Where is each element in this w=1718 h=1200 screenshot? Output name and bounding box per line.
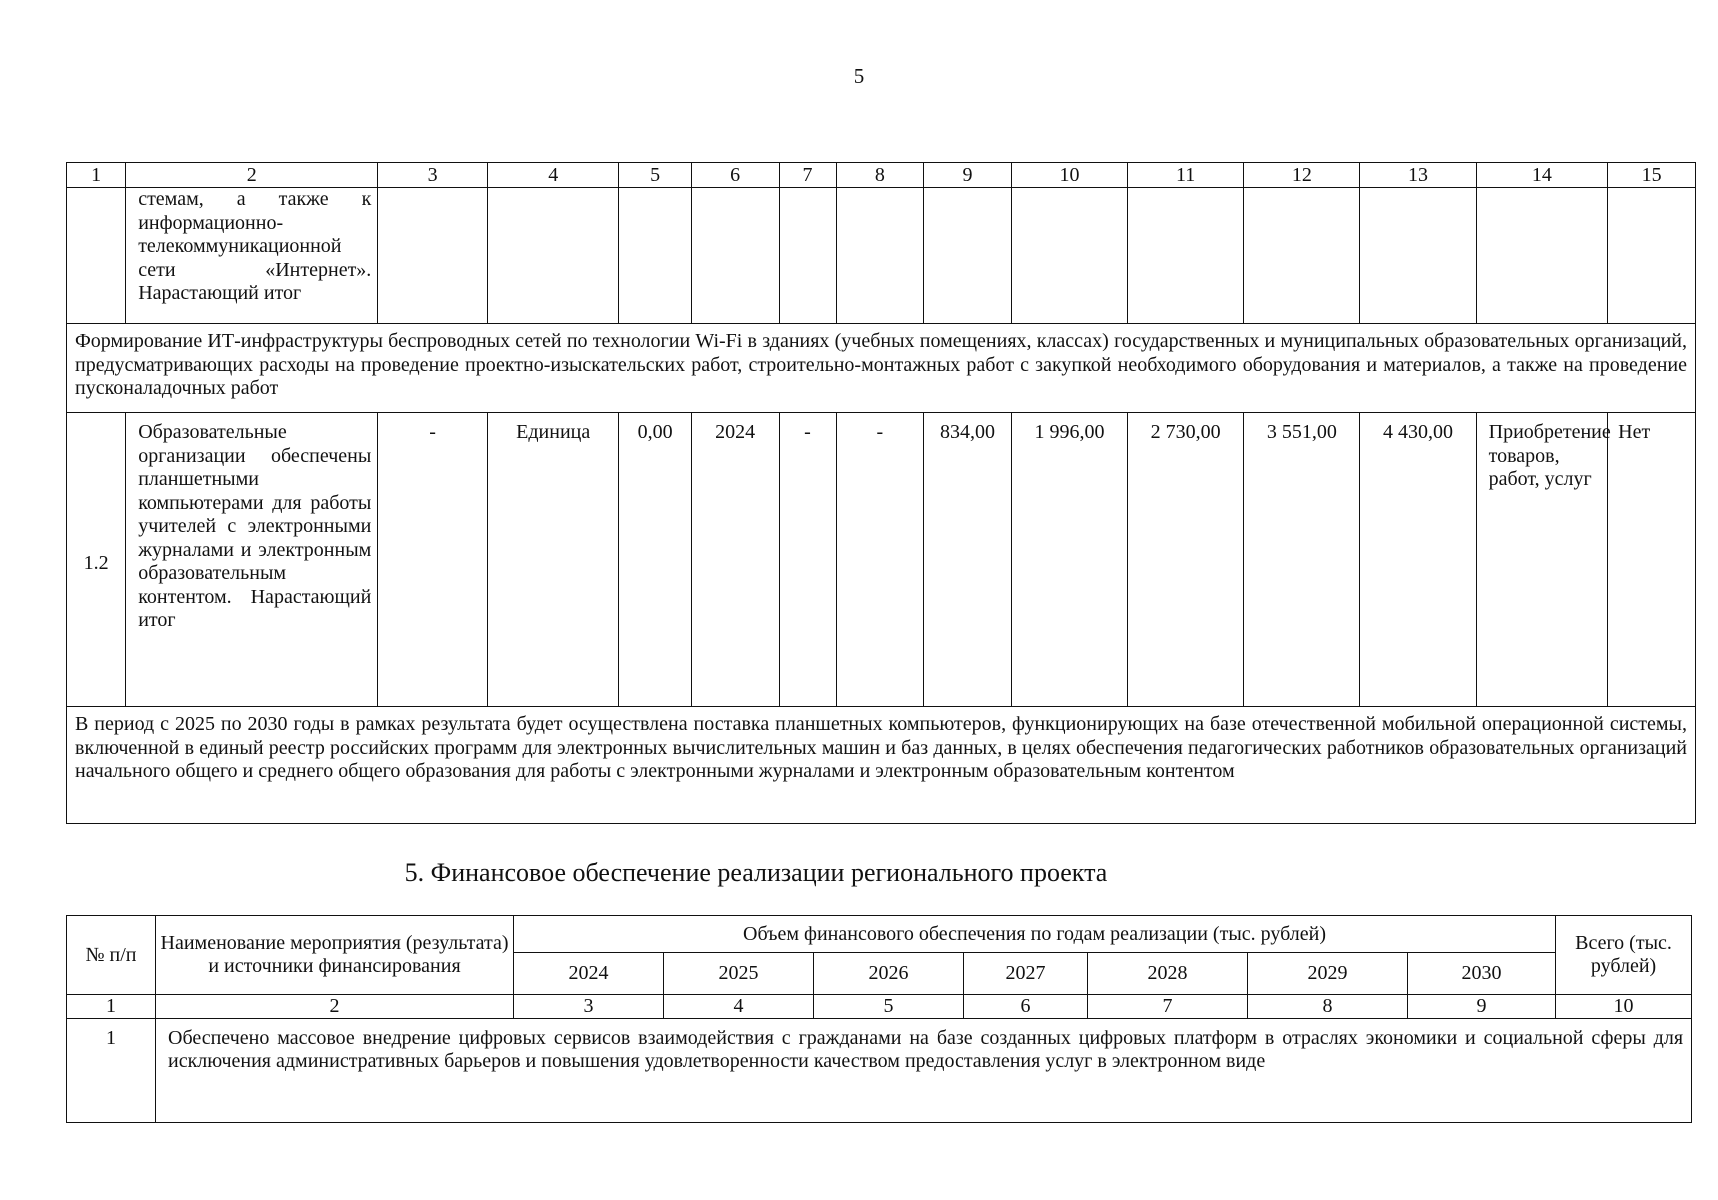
cell-value-col13: 4 430,00 <box>1360 413 1476 707</box>
col-number: 9 <box>924 163 1012 188</box>
col-number: 6 <box>691 163 779 188</box>
cell-col8: - <box>836 413 924 707</box>
header-volume: Объем финансового обеспечения по годам реализации (тыс. рублей) <box>514 916 1556 953</box>
year-cell: 2027 <box>964 953 1088 995</box>
col-number: 4 <box>664 995 814 1019</box>
span-text: Формирование ИТ-инфраструктуры беспроводных сетей по технологии Wi-Fi в зданиях (учебных помещениях, классах) государственных и муниципальных образовательных организаций, предусматривающих расходы на проведение проектно-изыскательских работ, строительно-монтажных работ с закупкой необходимого оборудования и материалов, а также на проведение пусконаладочных работ <box>67 324 1696 413</box>
cell-base-value: 0,00 <box>619 413 691 707</box>
col-number: 5 <box>814 995 964 1019</box>
year-cell: 2026 <box>814 953 964 995</box>
row-text: Обеспечено массовое внедрение цифровых сервисов взаимодействия с гражданами на базе созданных цифровых платформ в отраслях экономики и социальной сферы для исключения административных барьеров и повышения удовлетворенности качеством предоставления услуг в электронном виде <box>156 1019 1692 1123</box>
col-number: 12 <box>1244 163 1360 188</box>
section-title: 5. Финансовое обеспечение реализации регионального проекта <box>404 858 1108 887</box>
col-number: 1 <box>67 995 156 1019</box>
col-number: 14 <box>1476 163 1608 188</box>
col-number: 6 <box>964 995 1088 1019</box>
row-number: 1 <box>67 1019 156 1123</box>
cell-flag: Нет <box>1608 413 1696 707</box>
header-row <box>67 916 1692 953</box>
col-number: 7 <box>779 163 836 188</box>
cell-result-type: Приобретение товаров, работ, услуг <box>1476 413 1608 707</box>
year-cell: 2028 <box>1088 953 1248 995</box>
col-number: 1 <box>67 163 126 188</box>
col-number: 10 <box>1556 995 1692 1019</box>
col-number: 11 <box>1128 163 1244 188</box>
column-number-row <box>67 163 1696 188</box>
col-number: 10 <box>1011 163 1127 188</box>
note-row <box>67 707 1696 824</box>
table-row <box>67 1019 1692 1123</box>
col-number: 2 <box>126 163 378 188</box>
row-number: 1.2 <box>67 413 126 707</box>
cell-col7: - <box>779 413 836 707</box>
cell-value-col11: 2 730,00 <box>1128 413 1244 707</box>
page-number: 5 <box>853 64 865 88</box>
header-num: № п/п <box>67 916 156 995</box>
table-row <box>67 413 1696 707</box>
col-number: 2 <box>156 995 514 1019</box>
header-name: Наименование мероприятия (результата) и источники финансирования <box>156 916 514 995</box>
col-number: 4 <box>487 163 619 188</box>
numbering-row <box>67 995 1692 1019</box>
cell-level: - <box>378 413 488 707</box>
col-number: 15 <box>1608 163 1696 188</box>
year-cell: 2030 <box>1408 953 1556 995</box>
note-text: В период с 2025 по 2030 годы в рамках результата будет осуществлена поставка планшетных компьютеров, функционирующих на базе отечественной мобильной операционной системы, включенной в единый реестр российских программ для электронных вычислительных машин и баз данных, в целях обеспечения педагогических работников образовательных организаций начального общего и среднего общего образования для работы с электронными журналами и электронным образовательным контентом <box>67 707 1696 824</box>
header-total: Всего (тыс. рублей) <box>1556 916 1692 995</box>
cell-value-col12: 3 551,00 <box>1244 413 1360 707</box>
year-cell: 2024 <box>514 953 664 995</box>
cell-value-col9: 834,00 <box>924 413 1012 707</box>
continuation-text: стемам, а также к информационно-телекоммуникационной сети «Интернет». Нарастающий итог <box>126 188 378 324</box>
col-number: 8 <box>1248 995 1408 1019</box>
col-number: 3 <box>514 995 664 1019</box>
span-row <box>67 324 1696 413</box>
result-name: Образовательные организации обеспечены планшетными компьютерами для работы учителей с электронными журналами и электронным образовательным контентом. Нарастающий итог <box>126 413 378 707</box>
col-number: 8 <box>836 163 924 188</box>
financing-table <box>66 915 1692 1123</box>
col-number: 3 <box>378 163 488 188</box>
cell-base-year: 2024 <box>691 413 779 707</box>
results-table <box>66 162 1696 824</box>
continuation-row <box>67 188 1696 324</box>
year-cell: 2025 <box>664 953 814 995</box>
cell-value-col10: 1 996,00 <box>1011 413 1127 707</box>
year-cell: 2029 <box>1248 953 1408 995</box>
col-number: 13 <box>1360 163 1476 188</box>
cell-unit: Единица <box>487 413 619 707</box>
col-number: 5 <box>619 163 691 188</box>
col-number: 9 <box>1408 995 1556 1019</box>
col-number: 7 <box>1088 995 1248 1019</box>
